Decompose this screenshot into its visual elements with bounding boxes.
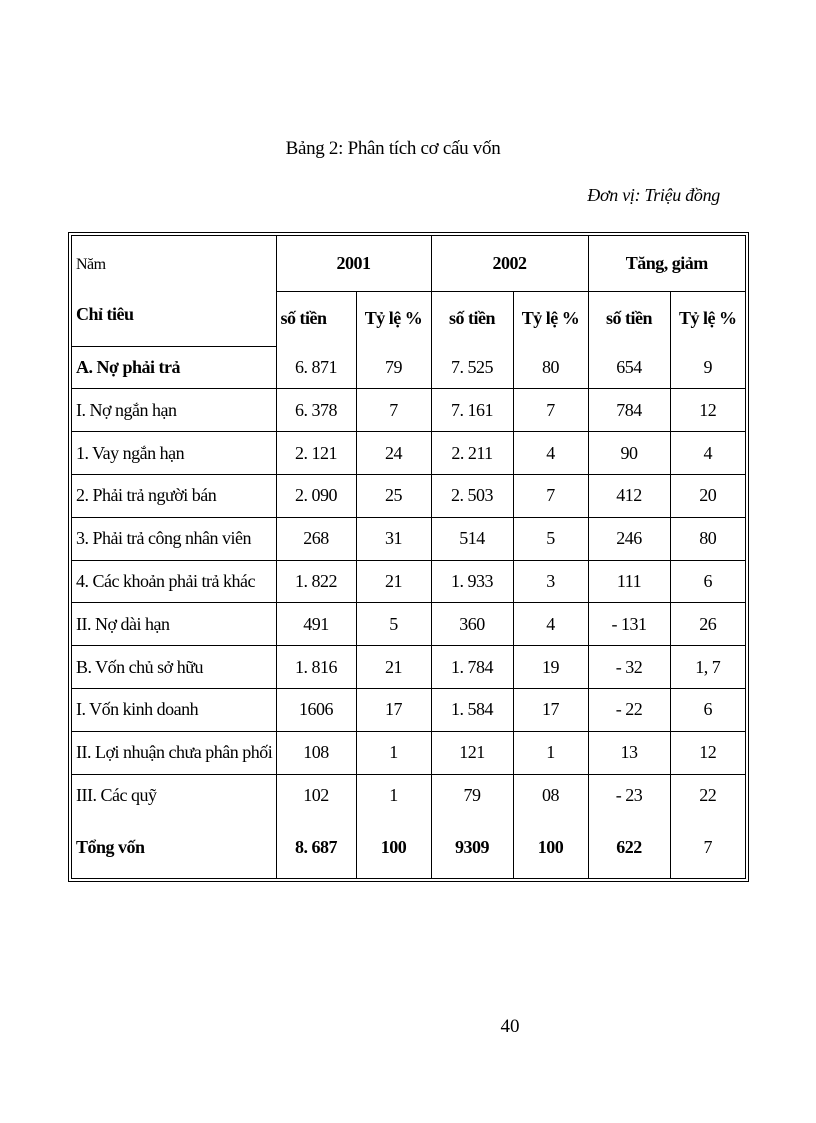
row-label: I. Vốn kinh doanh	[72, 688, 276, 731]
table-row	[72, 603, 745, 646]
table-cell: 9	[670, 346, 745, 389]
table-cell: 25	[356, 474, 431, 517]
table-cell: 4	[513, 603, 588, 646]
table-cell: 79	[431, 774, 513, 817]
table-cell: 7	[670, 817, 745, 878]
corner-year-label: Năm	[76, 256, 106, 273]
table-cell: 360	[431, 603, 513, 646]
table-row	[72, 688, 745, 731]
row-label: 2. Phải trả người bán	[72, 474, 276, 517]
table-row	[72, 731, 745, 774]
table-cell: 7. 525	[431, 346, 513, 389]
table-cell: 1606	[276, 688, 356, 731]
subheader-amount: số tiền	[431, 291, 513, 346]
total-row	[72, 817, 745, 878]
table-title: Bảng 2: Phân tích cơ cấu vốn	[285, 138, 501, 159]
table-cell: 1. 816	[276, 646, 356, 689]
header-year-2002: 2002	[431, 236, 588, 291]
table-cell: 08	[513, 774, 588, 817]
table-cell: 6. 871	[276, 346, 356, 389]
table-cell: 2. 121	[276, 432, 356, 475]
subheader-ratio: Tỷ lệ %	[670, 291, 745, 346]
row-label: 4. Các khoản phải trả khác	[72, 560, 276, 603]
table-cell: 9309	[431, 817, 513, 878]
row-label: II. Lợi nhuận chưa phân phối	[72, 731, 276, 774]
table-cell: 6	[670, 560, 745, 603]
table-row	[72, 560, 745, 603]
table-cell: 1	[356, 774, 431, 817]
row-label: III. Các quỹ	[72, 774, 276, 817]
table-cell: 17	[513, 688, 588, 731]
table-cell: 121	[431, 731, 513, 774]
table-cell: 2. 211	[431, 432, 513, 475]
table-cell: 2. 090	[276, 474, 356, 517]
table-cell: 7	[513, 474, 588, 517]
table-cell: 80	[513, 346, 588, 389]
table-row	[72, 346, 745, 389]
table-cell: 7. 161	[431, 389, 513, 432]
table-cell: 4	[513, 432, 588, 475]
row-label: 3. Phải trả công nhân viên	[72, 517, 276, 560]
table-cell: 12	[670, 731, 745, 774]
table-cell: 80	[670, 517, 745, 560]
header-change: Tăng, giảm	[588, 236, 745, 291]
row-label: B. Vốn chủ sở hữu	[72, 646, 276, 689]
table-cell: 21	[356, 646, 431, 689]
table-cell: 8. 687	[276, 817, 356, 878]
table-cell: 1. 933	[431, 560, 513, 603]
table-cell: 22	[670, 774, 745, 817]
row-label: II. Nợ dài hạn	[72, 603, 276, 646]
table-cell: 622	[588, 817, 670, 878]
header-row-years	[72, 236, 745, 291]
table-cell: 268	[276, 517, 356, 560]
table-cell: 111	[588, 560, 670, 603]
table-cell: 4	[670, 432, 745, 475]
table-cell: - 131	[588, 603, 670, 646]
table-cell: 100	[513, 817, 588, 878]
table-row	[72, 517, 745, 560]
subheader-amount: số tiền	[588, 291, 670, 346]
table-row	[72, 389, 745, 432]
table-cell: 6	[670, 688, 745, 731]
table-cell: 784	[588, 389, 670, 432]
table-cell: 20	[670, 474, 745, 517]
table-cell: 90	[588, 432, 670, 475]
table-cell: 24	[356, 432, 431, 475]
table-cell: 5	[513, 517, 588, 560]
table-cell: 26	[670, 603, 745, 646]
table-cell: 7	[356, 389, 431, 432]
table-cell: 412	[588, 474, 670, 517]
table-cell: 21	[356, 560, 431, 603]
corner-indicator-label: Chỉ tiêu	[76, 304, 134, 324]
table-cell: 1, 7	[670, 646, 745, 689]
table-cell: 108	[276, 731, 356, 774]
table-cell: 1	[356, 731, 431, 774]
capital-structure-table	[68, 232, 749, 882]
unit-note: Đơn vị: Triệu đồng	[587, 185, 720, 205]
table-cell: 1. 584	[431, 688, 513, 731]
table-cell: 1	[513, 731, 588, 774]
table-cell: 17	[356, 688, 431, 731]
table-cell: 2. 503	[431, 474, 513, 517]
subheader-ratio: Tỷ lệ %	[513, 291, 588, 346]
table-cell: 31	[356, 517, 431, 560]
row-label: Tổng vốn	[72, 817, 276, 878]
table-cell: 19	[513, 646, 588, 689]
table-cell: 102	[276, 774, 356, 817]
table-cell: 6. 378	[276, 389, 356, 432]
table-cell: 246	[588, 517, 670, 560]
subheader-ratio: Tỷ lệ %	[356, 291, 431, 346]
table-cell: - 22	[588, 688, 670, 731]
header-year-2001: 2001	[276, 236, 431, 291]
table-cell: 100	[356, 817, 431, 878]
table-row	[72, 774, 745, 817]
subheader-amount: số tiền	[276, 291, 356, 346]
table-cell: 491	[276, 603, 356, 646]
table-row	[72, 646, 745, 689]
table-cell: 1. 784	[431, 646, 513, 689]
corner-header	[72, 236, 276, 346]
table-cell: - 32	[588, 646, 670, 689]
row-label: A. Nợ phải trả	[72, 346, 276, 389]
table-row	[72, 432, 745, 475]
table-cell: 5	[356, 603, 431, 646]
table-cell: 514	[431, 517, 513, 560]
page-number: 40	[500, 1016, 520, 1037]
table-cell: 79	[356, 346, 431, 389]
table-cell: 1. 822	[276, 560, 356, 603]
table-cell: 12	[670, 389, 745, 432]
table-cell: 3	[513, 560, 588, 603]
table-cell: 7	[513, 389, 588, 432]
row-label: I. Nợ ngắn hạn	[72, 389, 276, 432]
table-cell: 13	[588, 731, 670, 774]
table-cell: 654	[588, 346, 670, 389]
row-label: 1. Vay ngắn hạn	[72, 432, 276, 475]
table-row	[72, 474, 745, 517]
table-cell: - 23	[588, 774, 670, 817]
table-body	[72, 346, 745, 817]
